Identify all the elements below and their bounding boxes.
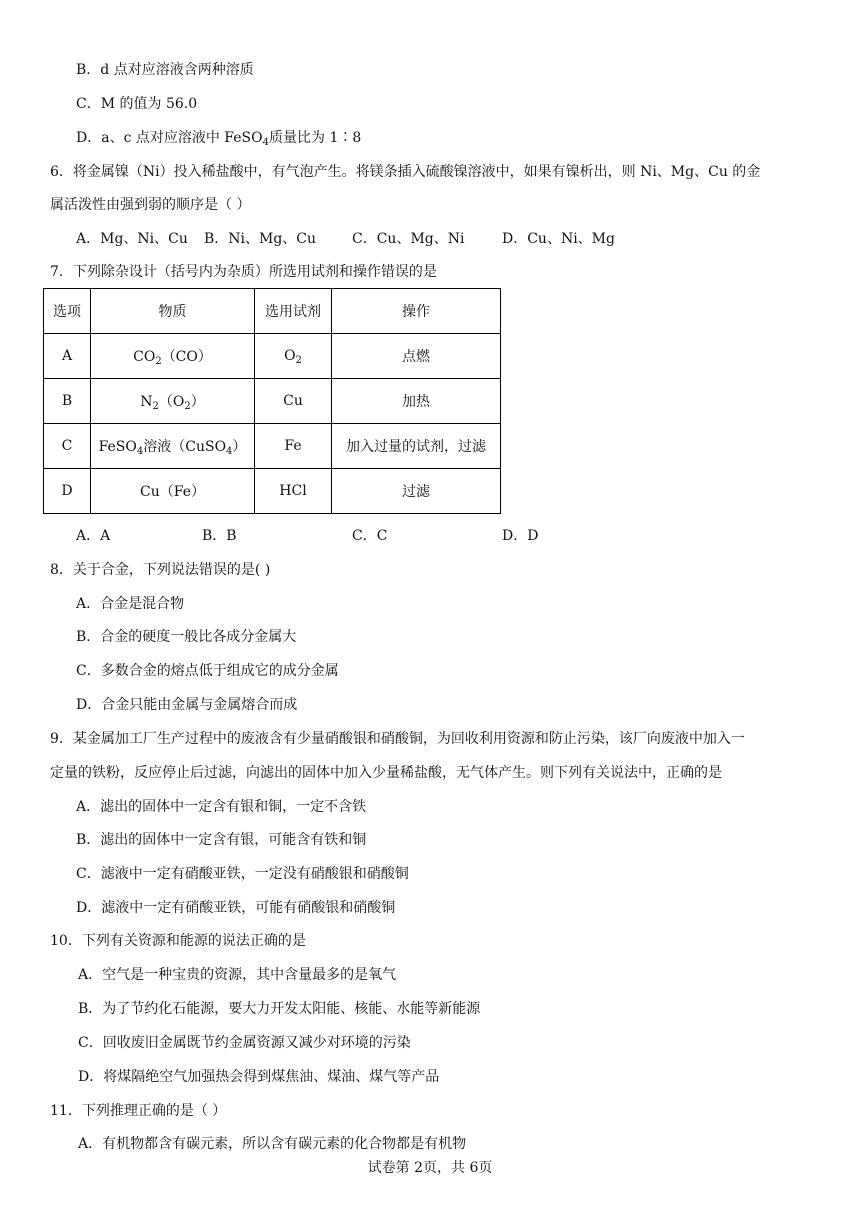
question-10-stem: 10．下列有关资源和能源的说法正确的是 [50, 933, 306, 949]
question-8-option-a: A．合金是混合物 [76, 596, 185, 612]
question-10-option-b: B．为了节约化石能源，要大力开发太阳能、核能、水能等新能源 [78, 1001, 481, 1017]
question-7-option-d: D．D [502, 528, 539, 544]
question-10-option-d: D．将煤隔绝空气加强热会得到煤焦油、煤油、煤气等产品 [78, 1069, 440, 1085]
table-row [44, 334, 501, 379]
question-7-option-c: C．C [352, 528, 388, 544]
table-cell: Cu（Fe） [91, 469, 255, 514]
page-footer: 试卷第 2页，共 6页 [367, 1160, 493, 1176]
table-cell: 加入过量的试剂，过滤 [332, 424, 501, 469]
table-cell [91, 424, 255, 469]
table-cell: A [44, 334, 91, 379]
substance-text: （O [158, 394, 185, 410]
substance-text: ） [232, 439, 247, 455]
table-header-cell: 选用试剂 [255, 289, 332, 334]
question-7-option-b: B．B [202, 528, 237, 544]
question-10-option-a: A．空气是一种宝贵的资源，其中含量最多的是氧气 [78, 967, 397, 983]
option-d-pre: D．a、c 点对应溶液中 FeSO [76, 130, 263, 146]
table-header-row [44, 289, 501, 334]
table-cell: D [44, 469, 91, 514]
question-10-option-c: C．回收废旧金属既节约金属资源又减少对环境的污染 [78, 1035, 411, 1051]
substance-text: FeSO [98, 439, 137, 455]
subscript: 2 [295, 355, 302, 366]
question-11-stem: 11．下列推理正确的是（ ） [50, 1103, 227, 1119]
table-row [44, 424, 501, 469]
question-9-option-d: D．滤液中一定有硝酸亚铁，可能有硝酸银和硝酸铜 [76, 900, 396, 916]
question-7-option-a: A．A [76, 528, 111, 544]
question-9-option-c: C．滤液中一定有硝酸亚铁，一定没有硝酸银和硝酸铜 [76, 866, 409, 882]
table-cell: 过滤 [332, 469, 501, 514]
substance-text: 溶液（CuSO [143, 439, 227, 455]
table-cell [255, 334, 332, 379]
question-8-option-d: D．合金只能由金属与金属熔合而成 [76, 697, 298, 713]
question-6-option-b: B．Ni、Mg、Cu [204, 231, 317, 247]
reagent-text: O [284, 348, 296, 364]
table-cell [91, 379, 255, 424]
subscript: 4 [226, 446, 233, 457]
table-cell: 加热 [332, 379, 501, 424]
option-b: B．d 点对应溶液含两种溶质 [76, 62, 254, 78]
subscript: 4 [262, 137, 269, 148]
table-header-cell: 操作 [332, 289, 501, 334]
option-d [76, 128, 361, 148]
question-8-option-b: B．合金的硬度一般比各成分金属大 [76, 629, 297, 645]
question-11-option-a: A．有机物都含有碳元素，所以含有碳元素的化合物都是有机物 [78, 1136, 467, 1152]
question-6-option-d: D．Cu、Ni、Mg [502, 231, 615, 247]
option-c: C．M 的值为 56.0 [76, 96, 198, 112]
question-8-stem: 8．关于合金，下列说法错误的是( ) [50, 562, 271, 578]
table-cell: C [44, 424, 91, 469]
table-cell: 点燃 [332, 334, 501, 379]
question-8-option-c: C．多数合金的熔点低于组成它的成分金属 [76, 663, 339, 679]
substance-text: CO [133, 349, 156, 365]
question-9-stem-line1: 9．某金属加工厂生产过程中的废液含有少量硝酸银和硝酸铜，为回收利用资源和防止污染，该厂向废液中加入一 [50, 731, 745, 747]
question-6-stem-line1: 6．将金属镍（Ni）投入稀盐酸中，有气泡产生。将镁条插入硫酸镍溶液中，如果有镍析出，则 Ni、Mg、Cu 的金 [50, 164, 761, 180]
option-d-post: 质量比为 1∶8 [269, 130, 362, 146]
subscript: 2 [152, 401, 159, 412]
table-cell: Fe [255, 424, 332, 469]
table-row [44, 469, 501, 514]
table-cell [91, 334, 255, 379]
question-7-stem: 7．下列除杂设计（括号内为杂质）所选用试剂和操作错误的是 [50, 264, 437, 280]
question-7-table [43, 288, 501, 514]
subscript: 4 [136, 446, 144, 457]
table-header-cell: 选项 [44, 289, 91, 334]
question-9-option-b: B．滤出的固体中一定含有银，可能含有铁和铜 [76, 832, 367, 848]
question-6-option-c: C．Cu、Mg、Ni [352, 231, 465, 247]
table-cell: Cu [255, 379, 332, 424]
table-cell: HCl [255, 469, 332, 514]
question-6-option-a: A．Mg、Ni、Cu [76, 231, 188, 247]
table-cell: B [44, 379, 91, 424]
question-9-stem-line2: 定量的铁粉，反应停止后过滤，向滤出的固体中加入少量稀盐酸，无气体产生。则下列有关说法中，正确的是 [50, 765, 722, 781]
subscript: 2 [155, 356, 162, 367]
subscript: 2 [184, 401, 191, 412]
substance-text: N [140, 394, 153, 410]
question-6-stem-line2: 属活泼性由强到弱的顺序是（ ） [50, 197, 251, 213]
table-row [44, 379, 501, 424]
substance-text: ） [190, 394, 205, 410]
question-9-option-a: A．滤出的固体中一定含有银和铜，一定不含铁 [76, 799, 367, 815]
substance-text: （CO） [161, 349, 212, 365]
table-header-cell: 物质 [91, 289, 255, 334]
